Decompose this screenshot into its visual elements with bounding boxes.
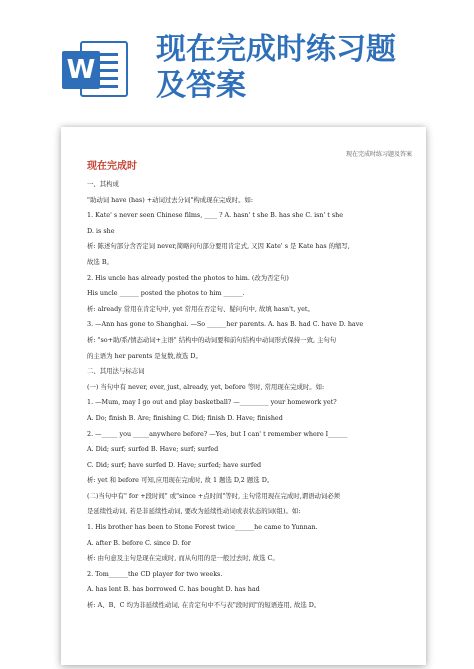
body-line: 的主语为 her parents 是复数,故选 D。 [87,351,202,360]
word-letter-badge: W [62,51,100,89]
body-line: 3. —Ann has gone to Shanghai. —So ______her parents. A. has B. had C. have D. have [87,320,364,329]
body-line: "助动词 have (has) +动词过去分词"构成现在完成时。如: [87,195,254,204]
body-line: 故选 B。 [87,257,113,266]
banner-title [156,32,456,104]
body-line: 1. —Mum, may I go out and play basketball? —_________ your homework yet? [87,398,337,407]
document-page [61,127,426,665]
body-line: 析: 由句意及主句是现在完成时, 而从句用的是一般过去时, 故选 C。 [87,554,279,563]
body-line: 析: yet 和 before 可知,应用现在完成时, 故 1 题选 D,2 题选 D。 [87,476,274,485]
body-line: 二、其用法与标志词 [87,367,145,376]
body-line: 析: A、B、C 均为非延续性动词, 在肯定句中不与表"段时间"的短语连用, 故选 D。 [87,601,321,610]
body-line: 2. Tom______the CD player for two weeks. [87,569,223,578]
body-line: (二)当句中有" for +段时间" 或"since +点时间"等时, 主句常用现在完成时,谓语动词必须 [87,491,341,500]
body-line: D. is she [87,226,115,235]
banner-title-line1: 现在完成时练习题 [156,32,396,67]
body-line: (一) 当句中有 never, ever, just, already, yet, before 等时, 常用现在完成时。如: [87,382,325,391]
document-title: 现在完成时 [87,161,137,172]
body-line: C. Did; surf; have surfed D. Have; surfed; have surfed [87,460,262,469]
body-line: 析: 陈述句部分含否定词 never,简略问句部分要用肯定式, 又因 Kate' s 是 Kate has 的缩写, [87,242,350,251]
body-line: A. has lent B. has borrowed C. has bought D. has had [87,585,260,594]
banner [0,0,474,120]
body-line: 2. —_____ you _____anywhere before? —Yes, but I can' t remember where I______ [87,429,348,438]
body-line: 是延续性动词, 若是非延续性动词, 要改为延续性动词或表状态的词(组)。如: [87,507,301,516]
body-line: A. Do; finish B. Are; finishing C. Did; finish D. Have; finished [87,413,283,422]
body-line: His uncle ______ posted the photos to him ______. [87,289,245,298]
body-line: 1. His brother has been to Stone Forest twice______he came to Yunnan. [87,523,318,532]
banner-title-line2: 及答案 [156,68,246,103]
body-line: 析: already 常用在肯定句中, yet 常用在否定句、疑问句中, 故填 hasn't, yet。 [87,304,314,313]
document-body [87,177,412,614]
body-line: 1. Kate' s never seen Chinese films, ____ ? A. hasn' t she B. has she C. isn' t she [87,211,344,220]
body-line: A. Did; surf; surfed B. Have; surf; surfed [87,445,219,454]
body-line: 一、其构成 [87,180,119,188]
word-doc-icon [58,37,130,101]
body-line: 2. His uncle has already posted the photos to him. (改为否定句) [87,273,289,282]
page-header: 现在完成时练习题及答案 [345,151,412,158]
body-line: 析: "so+助/系/情态动词+主语" 结构中的动词要和前句结构中动词形式保持一致, 主句句 [87,335,337,344]
body-line: A. after B. before C. since D. for [87,538,191,547]
